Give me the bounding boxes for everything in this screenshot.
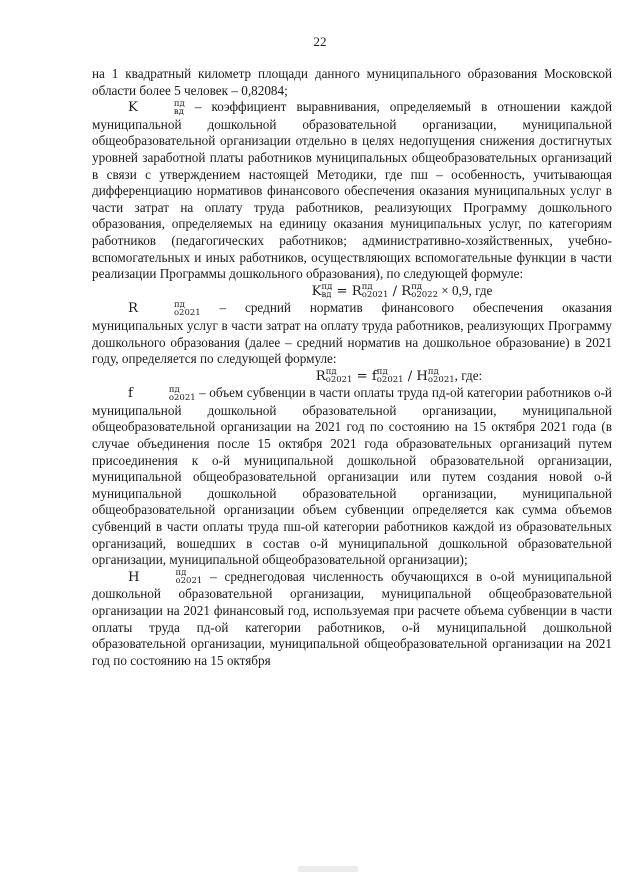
body-text <box>92 66 612 669</box>
h-symbol: H пд o2021 <box>128 568 203 587</box>
r-symbol: R пд o2021 <box>128 299 201 318</box>
paragraph-k-definition: K пд вд – коэффициент выравнивания, определяемый в отношении каждой муниципальной дошкольной образовательной организации, муниципальной общеобразовательной организации отдельно в целях недопущения снижения достигнутых уровней заработной платы работников муниципальных общеобразовательных организаций в связи с утверждением настоящей Методики, где пш – особенность, учитывающая дифференциацию нормативов финансового обеспечения оказания муниципальных услуг в части затрат на оплату труда работников, реализующих Программу дошкольного образования, определяемых на единицу оказания муниципальных услуг, по категориям работников (педагогических работников; административно-хозяйственных, учебно-вспомогательных и иных работников, осуществляющих вспомогательные функции в части реализации Программы дошкольного образования), по следующей формуле: <box>92 98 612 282</box>
f-symbol: f пд o2021 <box>128 384 196 403</box>
paragraph-f-definition: f пд o2021 – объем субвенции в части оплаты труда пд-ой категории работников о-й муниципальной дошкольной образовательной организации, муниципальной общеобразовательной организации на 2021 год по состоянию на 15 октября 2021 года (в случае объединения после 15 октября 2021 года образовательных организаций путем присоединения к о-й муниципальной дошкольной образовательной организации, муниципальной общеобразовательной организации или путем создания новой о-й муниципальной дошкольной образовательной организации, муниципальной общеобразовательной организации объем субвенции определяется как сумма объемов субвенций в части оплаты труда пш-ой категории работников каждой из образовательных организаций, вошедших в состав о-й муниципальной дошкольной образовательной организации, муниципальной общеобразовательной организации); <box>92 384 612 568</box>
page-number: 22 <box>313 34 327 49</box>
paragraph-r-definition: R пд o2021 – средний норматив финансового обеспечения оказания муниципальных услуг в части затрат на оплату труда работников, реализующих Программу дошкольного образования (далее – средний норматив на дошкольное образование) в 2021 году, определяется по следующей формуле: <box>92 299 612 367</box>
paragraph-h-definition: H пд o2021 – среднегодовая численность обучающихся в о-ой муниципальной дошкольной образовательной организации, муниципальной общеобразовательной организации на 2021 финансовый год, используемая при расчете объема субвенции в части оплаты труда пд-ой категории работников, о-й муниципальной дошкольной образовательной организации, муниципальной общеобразовательной организации на 2021 год по состоянию на 15 октября <box>92 568 612 668</box>
scan-artifact <box>298 866 358 872</box>
k-symbol: K пд вд <box>128 98 185 117</box>
paragraph-top: на 1 квадратный километр площади данного муниципального образования Московской области более 5 человек – 0,82084; <box>92 66 612 98</box>
formula-r: R пд o2021 = f пд o2021 / H пд o2021 , где: <box>315 367 483 386</box>
formula-k: K пд вд = R пд o2021 / R пд o2022 × 0,9, где <box>311 282 493 301</box>
